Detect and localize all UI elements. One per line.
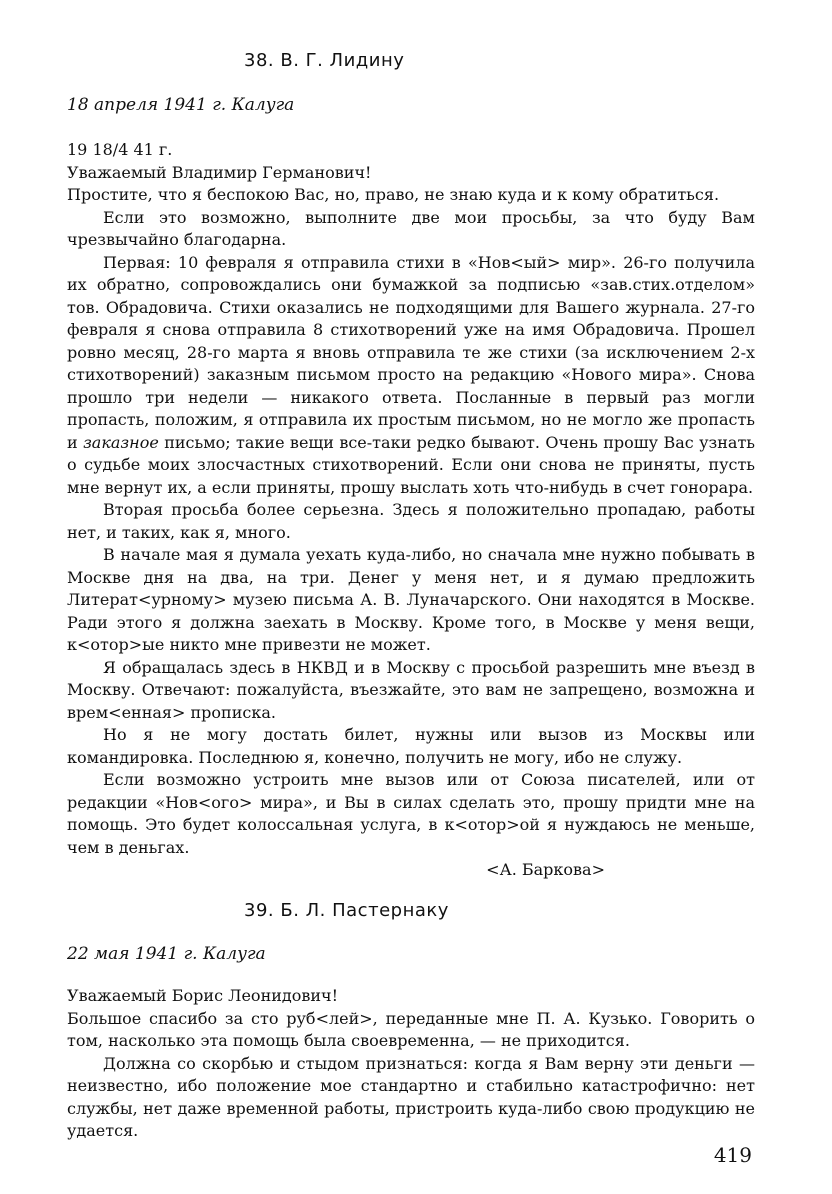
letter-38-paragraph-1: Простите, что я беспокою Вас, но, право, не знаю куда и к кому обратиться. [67,185,720,204]
letter-38-body [67,139,755,882]
letter-38-paragraph-6: Я обращалась здесь в НКВД и в Москву с просьбой разрешить мне въезд в Москву. Отвечают: пожалуйста, въезжайте, это вам не запрещено, возможна и врем<енная> прописка. [67,657,755,722]
letter-38-paragraph-3-part-b: письмо; такие вещи все-таки редко бывают. Очень прошу Вас узнать о судьбе моих злосчастных стихотворений. Если они снова не приняты, пусть мне вернут их, а если приняты, прошу выслать хоть что-нибудь в счет гонорара. [67,432,756,497]
page-number: 419 [713,1143,752,1167]
letter-38-heading: 38. В. Г. Лидину [244,50,405,71]
letter-38-paragraph-5: В начале мая я думала уехать куда-либо, но сначала мне нужно побывать в Москве дня на два, на три. Денег у меня нет, и я думаю предложить Литерат<урному> музею письма А. В. Луначарского. Они находятся в Москве. Ради этого я должна заехать в Москву. Кроме того, в Москве у меня вещи, к<отор>ые никто мне привезти не может. [67,545,755,654]
letter-38-paragraph-4: Вторая просьба более серьезна. Здесь я положительно пропадаю, работы нет, и таких, как я, много. [67,500,755,542]
letter-38-signature: <А. Баркова> [486,860,605,879]
letter-39-paragraph-1: Большое спасибо за сто руб<лей>, переданные мне П. А. Кузько. Говорить о том, насколько эта помощь была своевременна, — не приходится. [67,1008,755,1050]
letter-38-date: 18 апреля 1941 г. Калуга [67,95,295,115]
letter-38-emphasis: заказное [83,432,159,452]
letter-39-heading: 39. Б. Л. Пастернаку [244,900,449,921]
letter-39-paragraph-2: Должна со скорбью и стыдом признаться: когда я Вам верну эти деньги — неизвестно, ибо положение мое стандартно и стабильно катастрофично: нет службы, нет даже временной работы, пристроить куда-либо свою продукцию не удается. [67,1053,755,1140]
letter-39-date: 22 мая 1941 г. Калуга [67,944,266,964]
letter-38-paragraph-8: Если возможно устроить мне вызов или от Союза писателей, или от редакции «Нов<ого> мира», и Вы в силах сделать это, прошу придти мне на помощь. Это будет колоссальная услуга, в к<отор>ой я нуждаюсь не меньше, чем в деньгах. [67,770,755,857]
letter-38-salutation: Уважаемый Владимир Германович! [67,162,372,182]
letter-38-dateline: 19 18/4 41 г. [67,140,173,159]
letter-38-paragraph-7: Но я не могу достать билет, нужны или вызов из Москвы или командировка. Последнюю я, конечно, получить не могу, ибо не служу. [67,725,755,767]
letter-38-paragraph-3 [67,252,755,500]
letter-39-body [67,985,755,1143]
letter-38-paragraph-2: Если это возможно, выполните две мои просьбы, за что буду Вам чрезвычайно благодарна. [67,207,755,249]
letter-38-paragraph-3-part-a: Первая: 10 февраля я отправила стихи в «Нов<ый> мир». 26-го получила их обратно, сопровождались они бумажкой за подписью «зав.стих.отделом» тов. Обрадовича. Стихи оказались не подходящими для Вашего журнала. 27-го февраля я снова отправила 8 стихотворений уже на имя Обрадовича. Прошел ровно месяц, 28-го марта я вновь отправила те же стихи (за исключением 2-х стихотворений) заказным письмом просто на редакцию «Нового мира». Снова прошло три недели — никакого ответа. Посланные в первый раз могли пропасть, положим, я отправила их простым письмом, но не могло же пропасть и [67,252,755,452]
letter-39-salutation: Уважаемый Борис Леонидович! [67,986,339,1005]
